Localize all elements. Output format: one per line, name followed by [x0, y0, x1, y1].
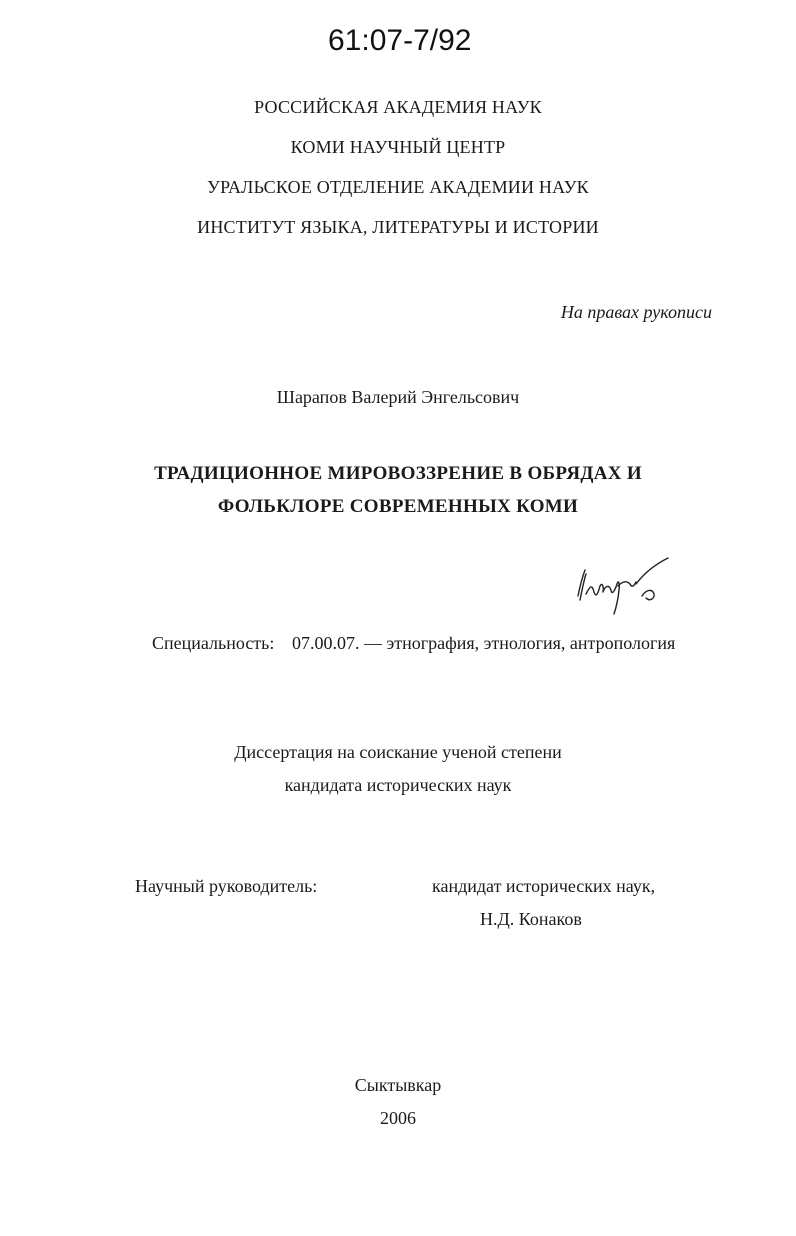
handwritten-signature — [572, 556, 676, 618]
supervisor-name: Н.Д. Конаков — [480, 909, 582, 929]
thesis-title-line-2: ФОЛЬКЛОРЕ СОВРЕМЕННЫХ КОМИ — [217, 496, 579, 517]
institution-line-1: РОССИЙСКАЯ АКАДЕМИЯ НАУК — [254, 97, 542, 117]
dissertation-line-1: Диссертация на соискание ученой степени — [234, 742, 562, 762]
archive-stamp-number: 61:07-7/92 — [328, 24, 472, 57]
dissertation-line-2: кандидата исторических наук — [284, 775, 512, 795]
institution-line-4: ИНСТИТУТ ЯЗЫКА, ЛИТЕРАТУРЫ И ИСТОРИИ — [197, 217, 599, 237]
author-name: Шарапов Валерий Энгельсович — [276, 387, 520, 407]
institution-line-2: КОМИ НАУЧНЫЙ ЦЕНТР — [290, 137, 506, 157]
specialty-value: 07.00.07. — этнография, этнология, антропология — [292, 633, 676, 653]
manuscript-note: На правах рукописи — [560, 302, 712, 322]
year: 2006 — [380, 1108, 416, 1128]
supervisor-label: Научный руководитель: — [135, 876, 318, 896]
institution-line-3: УРАЛЬСКОЕ ОТДЕЛЕНИЕ АКАДЕМИИ НАУК — [207, 177, 589, 197]
city: Сыктывкар — [354, 1075, 442, 1095]
supervisor-degree: кандидат исторических наук, — [432, 876, 656, 896]
specialty-label: Специальность: — [152, 633, 275, 653]
thesis-title-line-1: ТРАДИЦИОННОЕ МИРОВОЗЗРЕНИЕ В ОБРЯДАХ И — [154, 463, 642, 484]
